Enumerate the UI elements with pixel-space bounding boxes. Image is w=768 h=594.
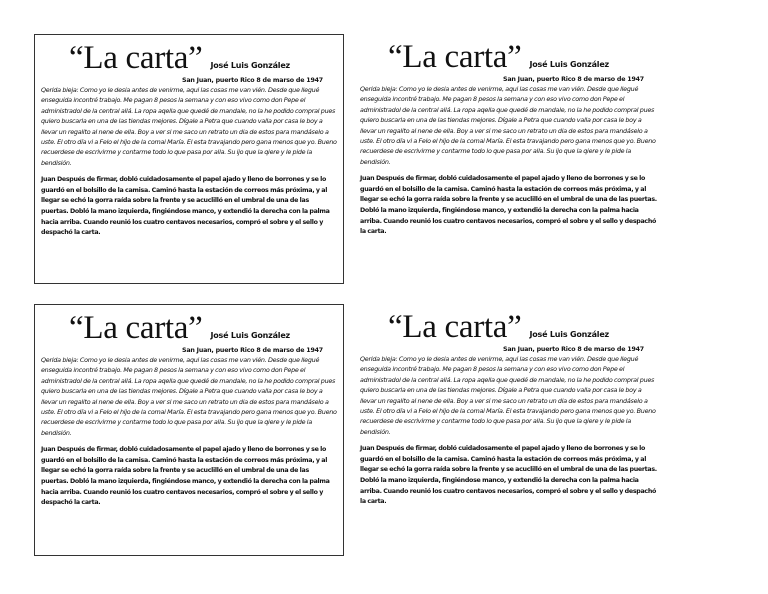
letter-dateline: San Juan, puerto Rico 8 de marso de 1947 — [503, 76, 644, 83]
narration-paragraph: Juan Después de firmar, dobló cuidadosamente el papel ajado y lleno de borrones y se lo guardó en el bolsillo de la camisa. Caminó hasta la estación de correos más próxima, y al llegar se echó la gorra raída sobre la frente y se acuclilló en el umbral de una de las puertas. Dobló la mano izquierda, fingiéndose manco, y extendió la derecha con la palma hacia arriba. Cuando reunió los cuatro centavos necesarios, compró el sobre y el sello y despachó la carta. — [360, 175, 657, 236]
story-card-4 — [354, 304, 664, 556]
story-title: “La carta” — [388, 39, 522, 75]
story-title: “La carta” — [69, 310, 203, 346]
story-card-1 — [34, 34, 344, 284]
letter-dateline: San Juan, puerto Rico 8 de marso de 1947 — [182, 77, 323, 84]
letter-body: Qerida bieja: Como yo le desia antes de venirme, aqui las cosas me van vién. Desde que llegué enseguida incontré trabajo. Me pagan 8 pesos la semana y con eso vivo como don Pepe el administradol de la central allá. La ropa aqella que quedé de mandale, no la he podido compral pues quiero buscarla en una de las tiendas mejores. Dígale a Petra que cuando valla por casa le boy a llevar un regalito al nene de ella. Boy a ver si me saco un retrato un dia de estos para mandáselo a uste. El otro día vi a Felo el hijo de la comai María. El esta travajando pero gana menos que yo. Bueno recuerdese de escrivirme y contarme todo lo que pasa por alla. Su ijo que la qiere y le pide la bendisión. — [360, 85, 656, 166]
story-title: “La carta” — [388, 309, 522, 345]
narration-paragraph: Juan Después de firmar, dobló cuidadosamente el papel ajado y lleno de borrones y se lo guardó en el bolsillo de la camisa. Caminó hasta la estación de correos más próxima, y al llegar se echó la gorra raída sobre la frente y se acuclilló en el umbral de una de las puertas. Dobló la mano izquierda, fingiéndose manco, y extendió la derecha con la palma hacia arriba. Cuando reunió los cuatro centavos necesarios, compró el sobre y el sello y despachó la carta. — [41, 176, 330, 237]
letter-dateline: San Juan, puerto Rico 8 de marso de 1947 — [182, 347, 323, 354]
story-author: José Luis González — [210, 61, 291, 70]
narration-paragraph: Juan Después de firmar, dobló cuidadosamente el papel ajado y lleno de borrones y se lo guardó en el bolsillo de la camisa. Caminó hasta la estación de correos más próxima, y al llegar se echó la gorra raída sobre la frente y se acuclilló en el umbral de una de las puertas. Dobló la mano izquierda, fingiéndose manco, y extendió la derecha con la palma hacia arriba. Cuando reunió los cuatro centavos necesarios, compró el sobre y el sello y despachó la carta. — [41, 446, 330, 507]
letter-body: Qerida bieja: Como yo le desia antes de venirme, aqui las cosas me van vién. Desde que llegué enseguida incontré trabajo. Me pagan 8 pesos la semana y con eso vivo como don Pepe el administradol de la central allá. La ropa aqella que quedé de mandale, no la he podido compral pues quiero buscarla en una de las tiendas mejores. Dígale a Petra que cuando valla por casa le boy a llevar un regalito al nene de ella. Boy a ver si me saco un retrato un dia de estos para mandáselo a uste. El otro día vi a Felo el hijo de la comai María. El esta travajando pero gana menos que yo. Bueno recuerdese de escrivirme y contarme todo lo que pasa por alla. Su ijo que la qiere y le pide la bendisión. — [41, 86, 337, 167]
story-author: José Luis González — [210, 331, 291, 340]
card-header — [41, 41, 337, 75]
narration-paragraph: Juan Después de firmar, dobló cuidadosamente el papel ajado y lleno de borrones y se lo guardó en el bolsillo de la camisa. Caminó hasta la estación de correos más próxima, y al llegar se echó la gorra raída sobre la frente y se acuclilló en el umbral de una de las puertas. Dobló la mano izquierda, fingiéndose manco, y extendió la derecha con la palma hacia arriba. Cuando reunió los cuatro centavos necesarios, compró el sobre y el sello y despachó la carta. — [360, 445, 657, 506]
letter-dateline: San Juan, puerto Rico 8 de marso de 1947 — [503, 346, 644, 353]
letter-body: Qerida bieja: Como yo le desia antes de venirme, aqui las cosas me van vién. Desde que llegué enseguida incontré trabajo. Me pagan 8 pesos la semana y con eso vivo como don Pepe el administradol de la central allá. La ropa aqella que quedé de mandale, no la he podido compral pues quiero buscarla en una de las tiendas mejores. Dígale a Petra que cuando valla por casa le boy a llevar un regalito al nene de ella. Boy a ver si me saco un retrato un dia de estos para mandáselo a uste. El otro día vi a Felo el hijo de la comai María. El esta travajando pero gana menos que yo. Bueno recuerdese de escrivirme y contarme todo lo que pasa por alla. Su ijo que la qiere y le pide la bendisión. — [41, 356, 337, 437]
story-card-2 — [354, 34, 664, 284]
letter-body: Qerida bieja: Como yo le desia antes de venirme, aqui las cosas me van vién. Desde que llegué enseguida incontré trabajo. Me pagan 8 pesos la semana y con eso vivo como don Pepe el administradol de la central allá. La ropa aqella que quedé de mandale, no la he podido compral pues quiero buscarla en una de las tiendas mejores. Dígale a Petra que cuando valla por casa le boy a llevar un regalito al nene de ella. Boy a ver si me saco un retrato un dia de estos para mandáselo a uste. El otro día vi a Felo el hijo de la comai María. El esta travajando pero gana menos que yo. Bueno recuerdese de escrivirme y contarme todo lo que pasa por alla. Su ijo que la qiere y le pide la bendisión. — [360, 355, 656, 436]
card-header — [360, 310, 658, 344]
story-author: José Luis González — [529, 60, 610, 69]
story-title: “La carta” — [69, 40, 203, 76]
card-header — [360, 40, 658, 74]
card-header — [41, 311, 337, 345]
story-author: José Luis González — [529, 330, 610, 339]
story-card-3 — [34, 304, 344, 556]
